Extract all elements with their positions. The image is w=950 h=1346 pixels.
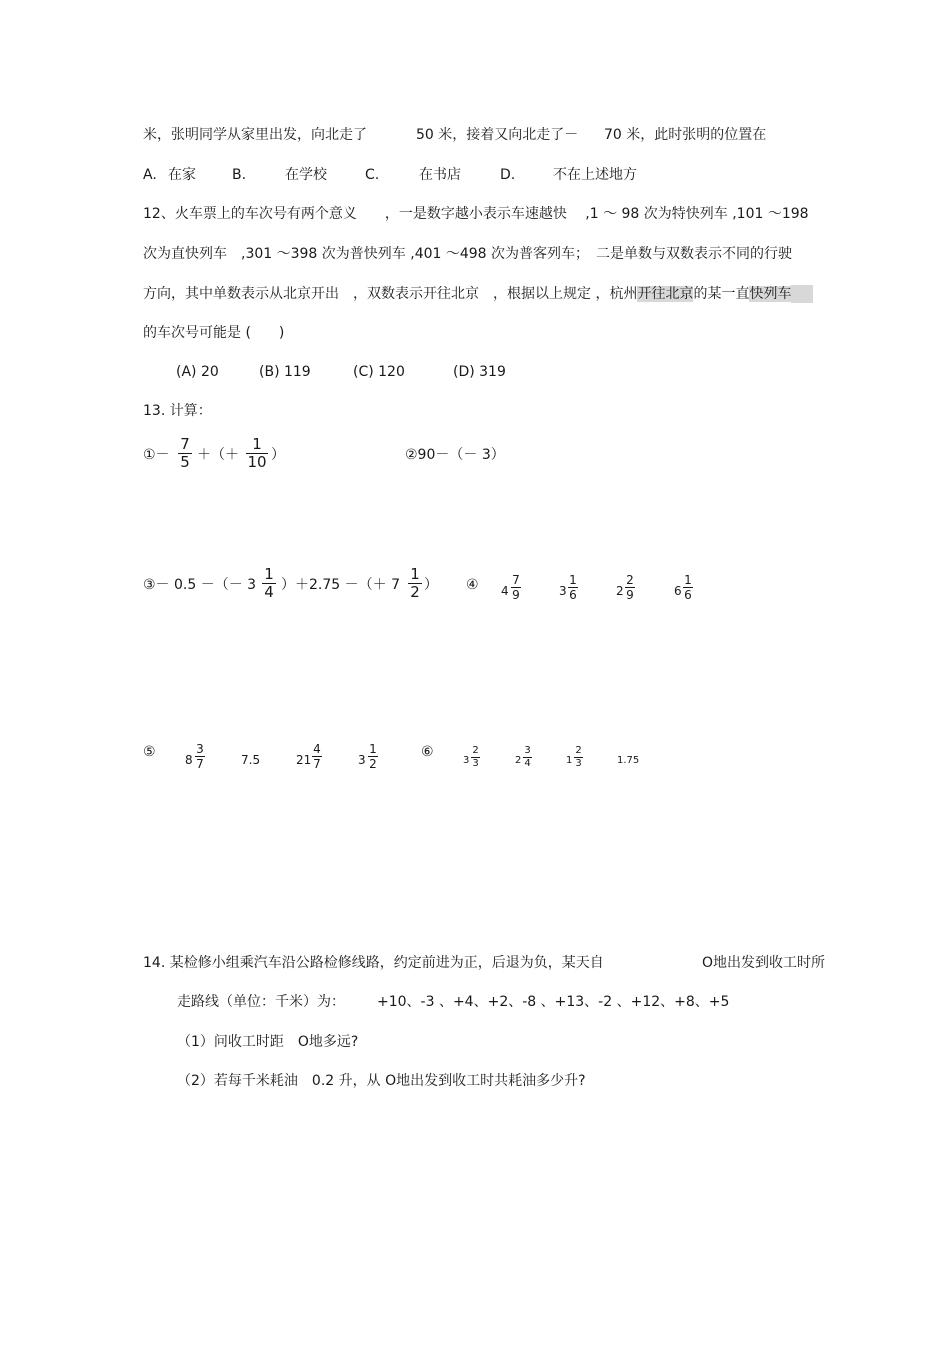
q12-option-b: (B) 119	[259, 364, 311, 380]
q13-p1-fraction-2	[246, 437, 268, 470]
q13-p5-whole-1: 8	[185, 753, 193, 767]
q13-p4-whole-4: 6	[674, 584, 682, 598]
q13-p6-whole-2: 2	[515, 755, 522, 766]
q13-p6-fraction-3	[574, 746, 583, 769]
q12-line3	[143, 285, 813, 303]
fraction-numerator: 4	[313, 742, 321, 756]
fraction-denominator: 2	[369, 757, 377, 771]
q13-p1-mid: ＋（＋	[197, 447, 239, 463]
q13-p6-fraction-2	[523, 746, 532, 769]
q13-p5-label: ⑤	[143, 744, 156, 760]
q11-option-d-label: D.	[500, 167, 516, 183]
q13-p4-fraction-1	[511, 574, 521, 601]
fraction-numerator: 1	[369, 742, 377, 756]
q11-option-b-label: B.	[232, 167, 247, 183]
q13-p4-fraction-3	[625, 574, 635, 601]
fraction-denominator: 5	[180, 453, 190, 471]
q12-line2: 次为直快列车 ,301 ～398 次为普快列车 ,401 ～498 次为普客列车； 二是单数与双数表示不同的行驶	[143, 246, 793, 262]
q13-p6-whole-1: 3	[463, 755, 470, 766]
q11-value-70: 70 米，此时张明的位置在	[604, 127, 767, 143]
q12-line4: 的车次号可能是 ( )	[143, 325, 285, 341]
q13-p6-fraction-1	[471, 746, 480, 769]
q13-p3-b: ）＋2.75 －（＋ 7	[281, 577, 400, 593]
q13-p5-fraction-4	[368, 743, 378, 770]
fraction-numerator: 7	[180, 435, 190, 453]
q12-line3-c: 的某一直	[693, 286, 750, 302]
q14-route-values: +10、-3 、+4、+2、-8 、+13、-2 、+12、+8、+5	[377, 994, 730, 1010]
q11-option-c-text: 在书店	[419, 167, 461, 183]
fraction-numerator: 1	[684, 573, 692, 587]
q14-line1-b: O地出发到收工时所	[702, 955, 826, 971]
fraction-numerator: 1	[264, 565, 274, 583]
q13-p4-fraction-2	[568, 574, 578, 601]
fraction-denominator: 3	[575, 758, 582, 769]
q13-p3-fraction-1	[262, 567, 276, 600]
q13-p5-decimal: 7.5	[241, 753, 261, 767]
q11-option-a-label: A.	[143, 167, 157, 183]
q12-highlight-2: 快列车	[749, 286, 792, 302]
q13-p4-label: ④	[466, 577, 479, 593]
q11-option-a-text: 在家	[168, 167, 196, 183]
q13-p5-fraction-1	[195, 743, 205, 770]
q13-p3-a: ③－ 0.5 －（－ 3	[143, 577, 257, 593]
fraction-denominator: 6	[684, 588, 692, 602]
q11-option-b-text: 在学校	[285, 167, 327, 183]
fraction-denominator: 7	[196, 757, 204, 771]
q11-line1	[143, 126, 367, 144]
fraction-numerator: 1	[252, 435, 262, 453]
fraction-numerator: 2	[575, 745, 582, 756]
q14-sub-question-1: （1）问收工时距 O地多远?	[177, 1034, 359, 1050]
fraction-denominator: 3	[472, 758, 479, 769]
q12-highlight-1: 开往北京	[637, 286, 694, 302]
q11-option-c-label: C.	[365, 167, 380, 183]
fraction-numerator: 2	[626, 573, 634, 587]
fraction-denominator: 10	[247, 453, 267, 471]
q12-line3-a: 方向，其中单数表示从北京开出 ，双数表示开往北京 ，根据以上规定 ，杭州	[143, 286, 638, 302]
q12-option-c: (C) 120	[353, 364, 405, 380]
q13-p5-whole-4: 3	[358, 753, 366, 767]
q12-option-d: (D) 319	[453, 364, 506, 380]
q13-p6-whole-3: 1	[566, 755, 573, 766]
fraction-denominator: 9	[626, 588, 634, 602]
fraction-denominator: 4	[264, 583, 274, 601]
q12-highlight-tail	[791, 285, 813, 303]
q13-p5-fraction-3	[312, 743, 322, 770]
q13-p1-label: ①－	[143, 447, 170, 463]
q13-p3-fraction-2	[408, 567, 422, 600]
q13-p4-whole-1: 4	[501, 584, 509, 598]
q13-p6-label: ⑥	[421, 744, 434, 760]
q14-line2-a: 走路线（单位：千米）为：	[177, 994, 345, 1010]
fraction-numerator: 3	[524, 745, 531, 756]
q13-p1-end: ）	[271, 447, 285, 463]
q11-option-d-text: 不在上述地方	[553, 167, 637, 183]
q13-title: 13. 计算：	[143, 403, 212, 419]
fraction-numerator: 1	[410, 565, 420, 583]
q13-p4-fraction-4	[683, 574, 693, 601]
q13-p4-whole-2: 3	[559, 584, 567, 598]
fraction-numerator: 2	[472, 745, 479, 756]
fraction-denominator: 4	[524, 758, 531, 769]
q13-p3-c: ）	[424, 577, 438, 593]
q13-p4-whole-3: 2	[616, 584, 624, 598]
fraction-denominator: 2	[410, 583, 420, 601]
fraction-denominator: 9	[512, 588, 520, 602]
q13-p2: ②90－（－ 3）	[405, 447, 505, 463]
q14-sub-question-2: （2）若每千米耗油 0.2 升，从 O地出发到收工时共耗油多少升?	[177, 1073, 586, 1089]
fraction-numerator: 7	[512, 573, 520, 587]
fraction-numerator: 1	[569, 573, 577, 587]
q11-value-50: 50 米，接着又向北走了－	[416, 127, 579, 143]
fraction-denominator: 6	[569, 588, 577, 602]
q13-p5-whole-3: 21	[296, 753, 312, 767]
q12-option-a: (A) 20	[176, 364, 219, 380]
fraction-denominator: 7	[313, 757, 321, 771]
q11-text: 米，张明同学从家里出发，向北走了	[143, 127, 367, 143]
q13-p1-fraction-1	[178, 437, 192, 470]
fraction-numerator: 3	[196, 742, 204, 756]
q14-line1-a: 14. 某检修小组乘汽车沿公路检修线路，约定前进为正，后退为负，某天自	[143, 955, 604, 971]
q13-p6-decimal: 1.75	[617, 755, 640, 766]
q12-line1: 12、火车票上的车次号有两个意义 ，一是数字越小表示车速越快 ,1 ～ 98 次为特快列车 ,101 ～198	[143, 206, 809, 222]
